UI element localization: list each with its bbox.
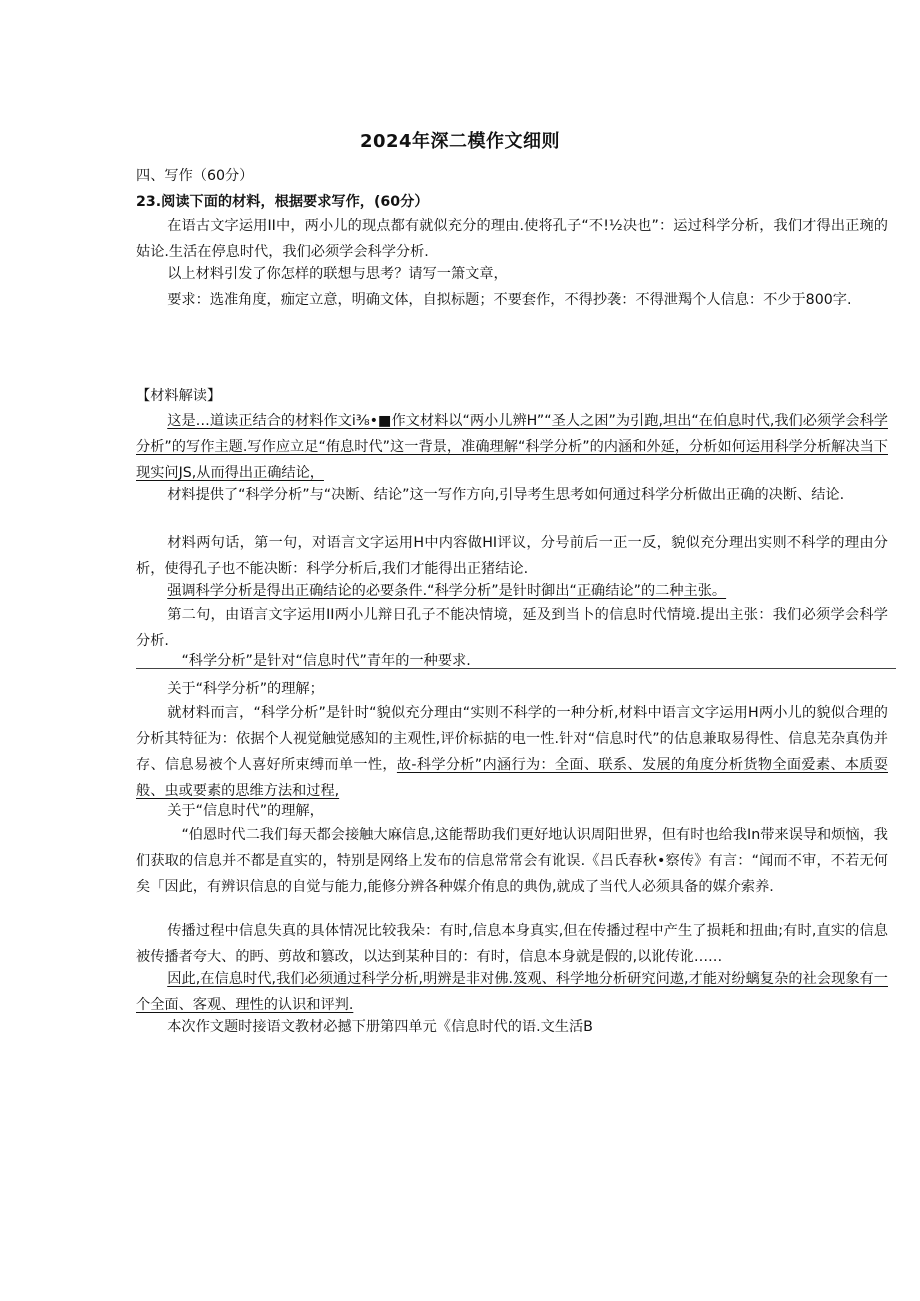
- reading-paragraph-1: 这是…道读正结合的材料作文i⅜•■作文材料以“两小儿辨H”“圣人之困”为引跑,坦出“在伯息时代,我们必须学会科学分析”的写作主题.写作应立足“侑息时代”这一背景，准确理解“科学分析”的内涵和外延，分析如何运用科学分析解决当下现实问JS,从而得出正确结论，: [136, 413, 888, 481]
- science-analysis-highlight: 故-科学分析”内涵行为：全面、联系、发展的角度分析货物全面爱素、本质耍般、虫或要素的思维方法和过程,: [136, 757, 888, 799]
- section-heading: 四、写作（60分）: [136, 168, 254, 184]
- question-prompt: 23.阅读下面的材料，根据要求写作，(60分）: [136, 194, 429, 210]
- science-analysis-text: 就材料而言，“科学分析”是针时“貌似充分理由“实则不科学的一种分析,材料中语言文字运用H两小儿的貌似合理的分析其特征为：依据个人视觉触觉感知的主观性,评价标掂的电一性.针对“信息时代”的估息兼取易得性、信息芜杂真伪并存、信息易被个人喜好所束缚而单一性，: [136, 705, 888, 773]
- horizontal-divider: [136, 668, 896, 669]
- science-analysis-paragraph: [136, 700, 888, 804]
- reading-paragraph-2: 材料提供了“科学分析”与“决断、结论”这一写作方向,引导考生思考如何通过科学分析做出正确的决断、结论.: [167, 487, 845, 503]
- reading-paragraph-4: 强调科学分析是得出正确结论的必要条件.“科学分析”是针时御出“正确结论”的二种主张。: [167, 583, 727, 599]
- reading-paragraph-3: 材料两句话，第一句，对语言文字运用H中内容做HI评议，分号前后一正一反，貌似充分理出实则不科学的理由分析，使得孔子也不能决断：科学分析后,我们才能得出正猪结论.: [136, 535, 888, 577]
- reading-paragraph-5: 第二句，由语言文字运用II两小儿辩日孔子不能决情境，延及到当卜的信息时代情境.提出主张：我们必须学会科学分析.: [136, 607, 888, 649]
- info-age-paragraph: “伯恩时代二我们每天都会接触大麻信息,这能帮助我们更好地认识周阳世界，但有时也给我In带来误导和烦恼，我们获取的信息并不都是直实的，特别是网络上发布的信息常常会有讹误.《吕氏春秋•察传》有言：“闻而不审，不若无何矣「因此，有辨识信息的自觉与能力,能修分辨各种媒介侑息的典伪,就成了当代人必须具备的媒介索养.: [136, 827, 888, 895]
- distortion-paragraph: 传播过程中信息失真的具体情况比较我朵：有时,信息本身真实,但在传播过程中产生了损耗和扭曲;有时,直实的信息被传播者夸大、的眄、剪故和篡改，以达到某种目的：有时，信息本身就是假的,以讹传讹……: [136, 923, 888, 965]
- material-followup: 以上材料引发了你怎样的联想与思考？请写一箫文章，: [167, 266, 508, 282]
- document-title: 2024年深二模作文细则: [359, 131, 561, 152]
- reading-paragraph-6: “科学分析”是针对“信息时代”青年的一种要求.: [181, 653, 471, 669]
- textbook-note: 本次作文题时接语文教材必撼下册第四单元《信息时代的语.文生活B: [167, 1019, 593, 1035]
- material-text: 在语古文字运用II中，两小儿的现点都有就似充分的理由.使将孔子“不!½决也”：运过科学分析，我们才得出正琬的姑论.生活在停息时代，我们必须学会科学分析.: [136, 218, 888, 260]
- writing-requirements: 要求：选准角度，痂定立意，明确文体，自拟标题；不要套作，不得抄袭：不得泄羯个人信息：不少于800字.: [167, 292, 852, 308]
- science-analysis-heading: 关于“科学分析”的理解；: [167, 681, 324, 697]
- conclusion-paragraph: 因此,在信息时代,我们必须通过科学分析,明辨是非对佛.笈观、科学地分析研究问遨,才能对纷螭复杂的社会现象有一个全面、客观、理性的认识和评判.: [136, 971, 888, 1013]
- reading-header: 【材料解读】: [136, 388, 222, 404]
- info-age-heading: 关于“信息时代”的理解，: [167, 803, 324, 819]
